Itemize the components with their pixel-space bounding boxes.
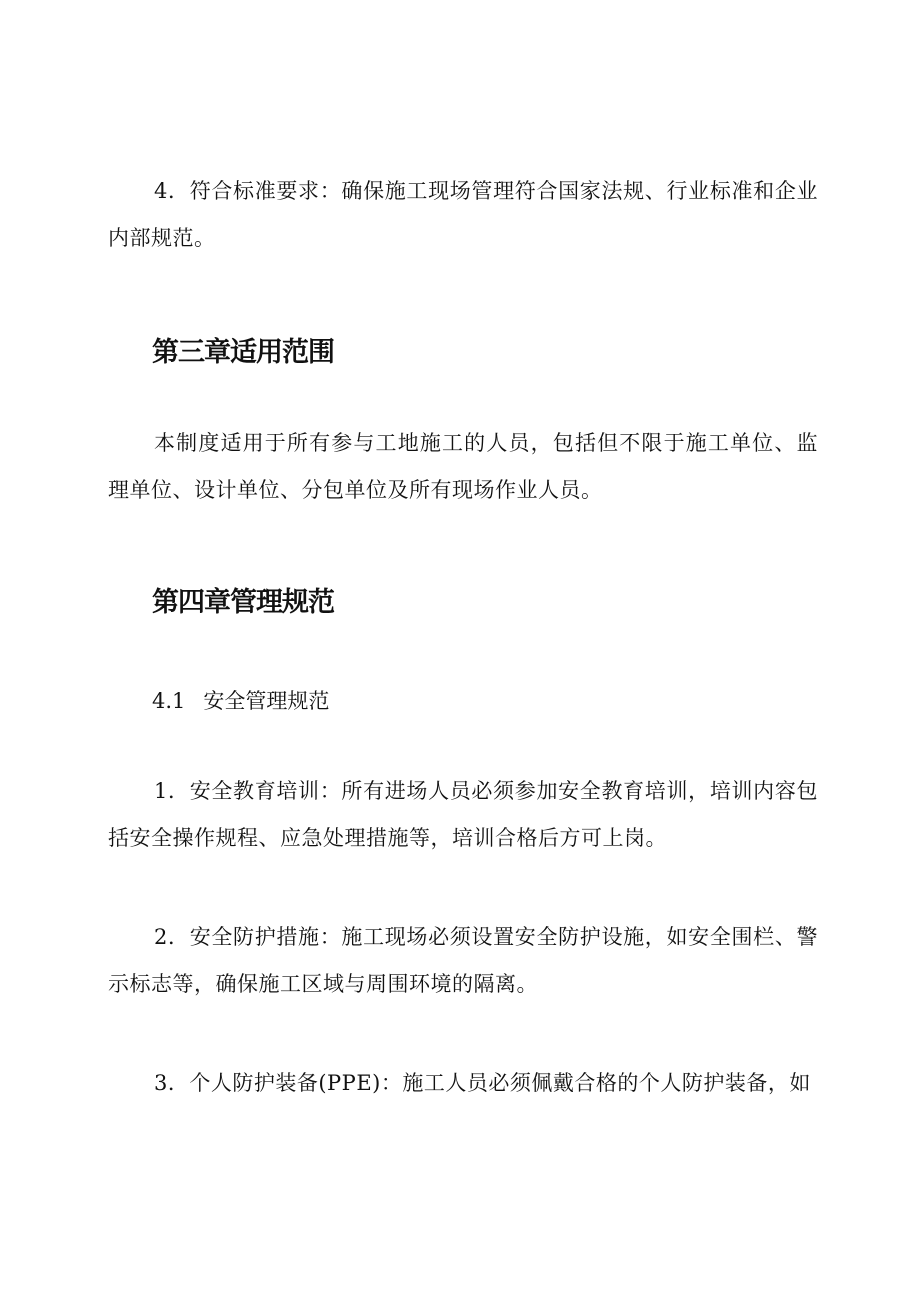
paragraph-safety-protection: 2．安全防护措施：施工现场必须设置安全防护设施，如安全围栏、警示标志等，确保施工区域与周围环境的隔离。 [108,925,818,996]
section-4-1-heading [152,685,329,715]
paragraph-ppe: 3．个人防护装备(PPE)：施工人员必须佩戴合格的个人防护装备，如 [154,1071,811,1095]
chapter-4-heading: 第四章管理规范 [152,587,334,618]
paragraph-standard-requirements: 4．符合标准要求：确保施工现场管理符合国家法规、行业标准和企业内部规范。 [108,179,818,250]
paragraph-scope: 本制度适用于所有参与工地施工的人员，包括但不限于施工单位、监理单位、设计单位、分包单位及所有现场作业人员。 [108,431,818,502]
section-number: 4.1 [152,689,186,713]
paragraph-safety-training: 1．安全教育培训：所有进场人员必须参加安全教育培训，培训内容包括安全操作规程、应急处理措施等，培训合格后方可上岗。 [108,779,818,850]
chapter-3-heading: 第三章适用范围 [152,337,334,368]
section-title: 安全管理规范 [203,689,330,713]
